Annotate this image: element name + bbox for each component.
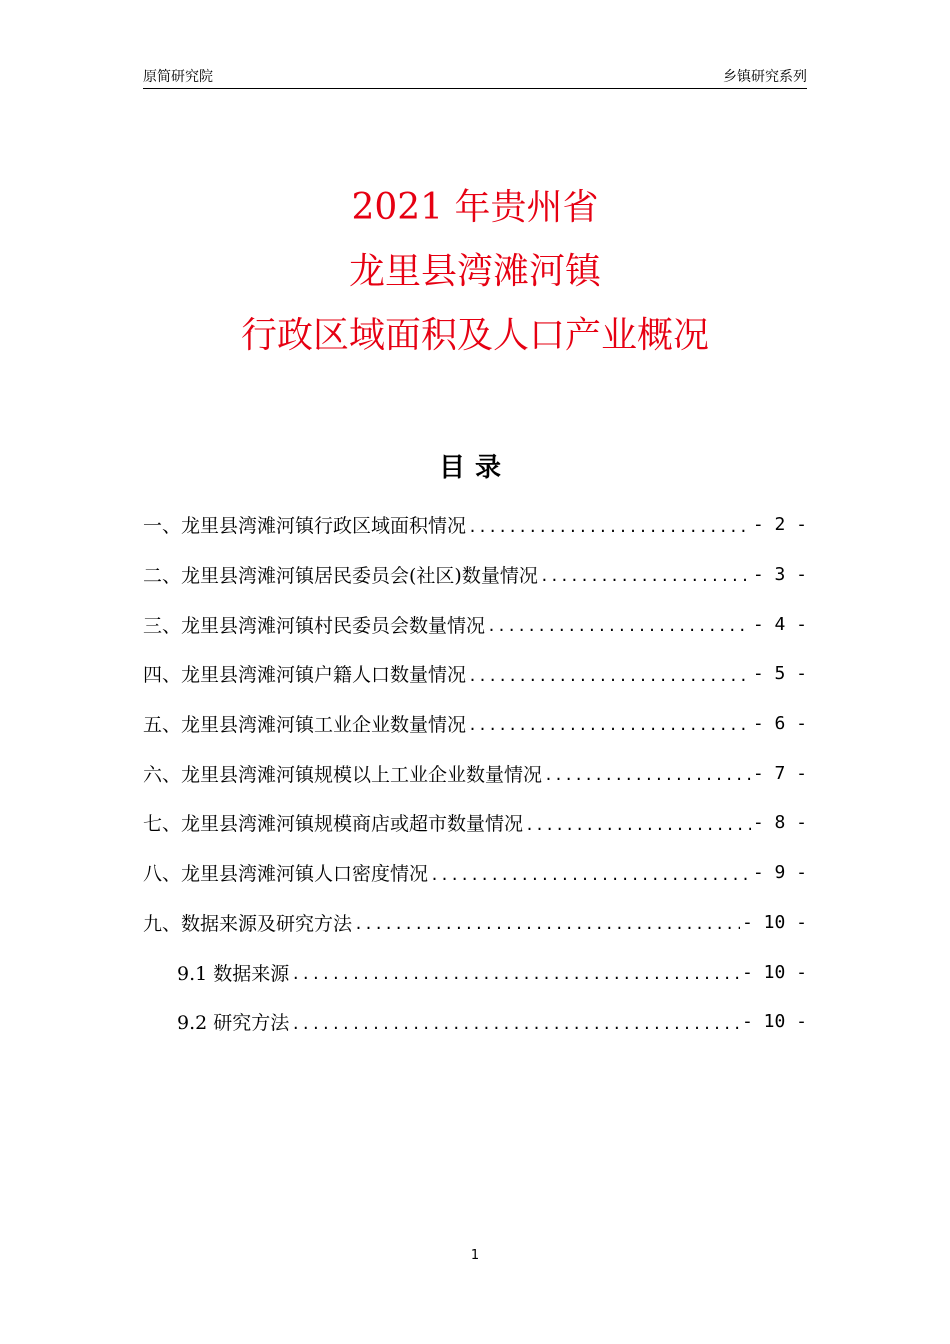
toc-leader-dots: [430, 866, 751, 898]
toc-item-label: 四、龙里县湾滩河镇户籍人口数量情况: [143, 664, 467, 687]
header-right-text: 乡镇研究系列: [723, 69, 807, 85]
toc-item-page: - 3 -: [752, 564, 807, 586]
toc-item-3[interactable]: [143, 599, 807, 649]
toc-leader-dots: [468, 667, 751, 699]
toc-item-page: - 5 -: [752, 663, 807, 685]
toc-item-label: 七、龙里县湾滩河镇规模商店或超市数量情况: [143, 813, 524, 836]
toc-item-label: 八、龙里县湾滩河镇人口密度情况: [143, 863, 429, 886]
table-of-contents: [143, 500, 807, 1047]
toc-item-page: - 9 -: [752, 862, 807, 884]
toc-item-label: 三、龙里县湾滩河镇村民委员会数量情况: [143, 614, 486, 637]
toc-item-4[interactable]: [143, 649, 807, 699]
toc-item-label: 二、龙里县湾滩河镇居民委员会(社区)数量情况: [143, 565, 538, 588]
title-line-3: 行政区域面积及人口产业概况: [240, 315, 709, 356]
document-title: [0, 176, 950, 368]
toc-item-label: 9.1 数据来源: [177, 962, 290, 985]
toc-item-page: - 6 -: [752, 713, 807, 735]
toc-leader-dots: [354, 915, 740, 947]
toc-item-page: - 4 -: [752, 613, 807, 635]
toc-subitem-9-1[interactable]: [143, 947, 807, 997]
toc-leader-dots: [525, 816, 751, 848]
toc-leader-dots: [468, 716, 751, 748]
title-line-1: 2021 年贵州省: [351, 187, 599, 228]
toc-item-label: 一、龙里县湾滩河镇行政区域面积情况: [143, 515, 467, 538]
toc-leader-dots: [544, 766, 751, 798]
toc-leader-dots: [291, 1015, 740, 1047]
toc-item-1[interactable]: [143, 500, 807, 550]
toc-leader-dots: [291, 965, 740, 997]
toc-leader-dots: [487, 617, 751, 649]
toc-item-label: 六、龙里县湾滩河镇规模以上工业企业数量情况: [143, 763, 543, 786]
toc-item-6[interactable]: [143, 748, 807, 798]
toc-item-label: 五、龙里县湾滩河镇工业企业数量情况: [143, 714, 467, 737]
toc-item-page: - 8 -: [752, 812, 807, 834]
toc-item-page: - 7 -: [752, 762, 807, 784]
toc-item-page: - 10 -: [741, 911, 807, 933]
toc-item-page: - 2 -: [752, 514, 807, 536]
toc-item-label: 九、数据来源及研究方法: [143, 912, 353, 935]
toc-item-label: 9.2 研究方法: [177, 1012, 290, 1035]
toc-item-page: - 10 -: [741, 961, 807, 983]
toc-subitem-9-2[interactable]: [143, 997, 807, 1047]
toc-item-page: - 10 -: [741, 1011, 807, 1033]
header-left-text: 原简研究院: [143, 69, 213, 85]
toc-item-7[interactable]: [143, 798, 807, 848]
toc-item-2[interactable]: [143, 550, 807, 600]
toc-leader-dots: [540, 567, 751, 599]
toc-item-9[interactable]: [143, 898, 807, 948]
toc-leader-dots: [468, 518, 751, 550]
page-number: 1: [470, 1248, 480, 1263]
toc-heading: 目录: [438, 453, 511, 483]
page-header: [143, 66, 807, 89]
title-line-2: 龙里县湾滩河镇: [348, 251, 601, 292]
toc-item-5[interactable]: [143, 699, 807, 749]
toc-item-8[interactable]: [143, 848, 807, 898]
